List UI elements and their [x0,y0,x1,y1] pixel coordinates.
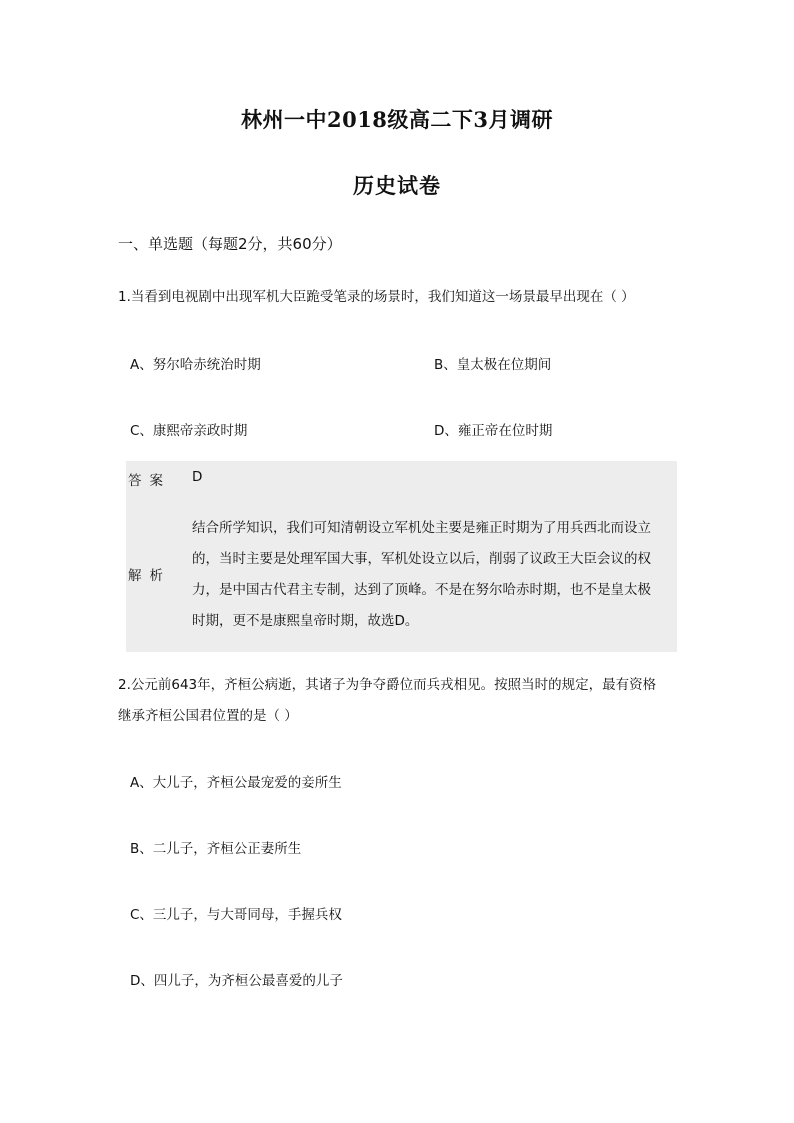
question-2-option-d[interactable]: D、四儿子，为齐桓公最喜爱的儿子 [130,973,343,989]
question-2-option-b[interactable]: B、二儿子，齐桓公正妻所生 [130,841,302,857]
answer-label: 答案 [128,473,171,489]
answer-explanation-box [126,461,677,652]
explanation-text [192,513,676,637]
page-subtitle: 历史试卷 [353,173,441,198]
section-heading: 一、单选题（每题2分，共60分） [118,235,342,253]
explanation-line: 时期，更不是康熙皇帝时期，故选D。 [192,613,419,629]
question-1-stem: 1.当看到电视剧中出现军机大臣跪受笔录的场景时，我们知道这一场景最早出现在（ ） [118,289,635,305]
explanation-line: 力，是中国古代君主专制，达到了顶峰。不是在努尔哈赤时期，也不是皇太极 [192,582,651,598]
question-2-stem-line-2: 继承齐桓公国君位置的是（ ） [118,708,298,724]
explanation-line: 的，当时主要是处理军国大事，军机处设立以后，削弱了议政王大臣会议的权 [192,551,651,567]
question-1-option-d[interactable]: D、雍正帝在位时期 [434,423,553,439]
question-1-option-a[interactable]: A、努尔哈赤统治时期 [130,357,261,373]
question-1-option-c[interactable]: C、康熙帝亲政时期 [130,423,248,439]
question-1-option-b[interactable]: B、皇太极在位期间 [434,357,552,373]
explanation-label: 解析 [128,568,171,584]
page-title: 林州一中2018级高二下3月调研 [240,107,554,132]
answer-value: D [192,469,203,485]
question-2-option-c[interactable]: C、三儿子，与大哥同母，手握兵权 [130,907,342,923]
question-2-stem-line-1: 2.公元前643年，齐桓公病逝，其诸子为争夺爵位而兵戎相见。按照当时的规定，最有资格 [118,677,657,693]
explanation-line: 结合所学知识，我们可知清朝设立军机处主要是雍正时期为了用兵西北而设立 [192,520,651,536]
question-2-option-a[interactable]: A、大儿子，齐桓公最宠爱的妾所生 [130,775,342,791]
